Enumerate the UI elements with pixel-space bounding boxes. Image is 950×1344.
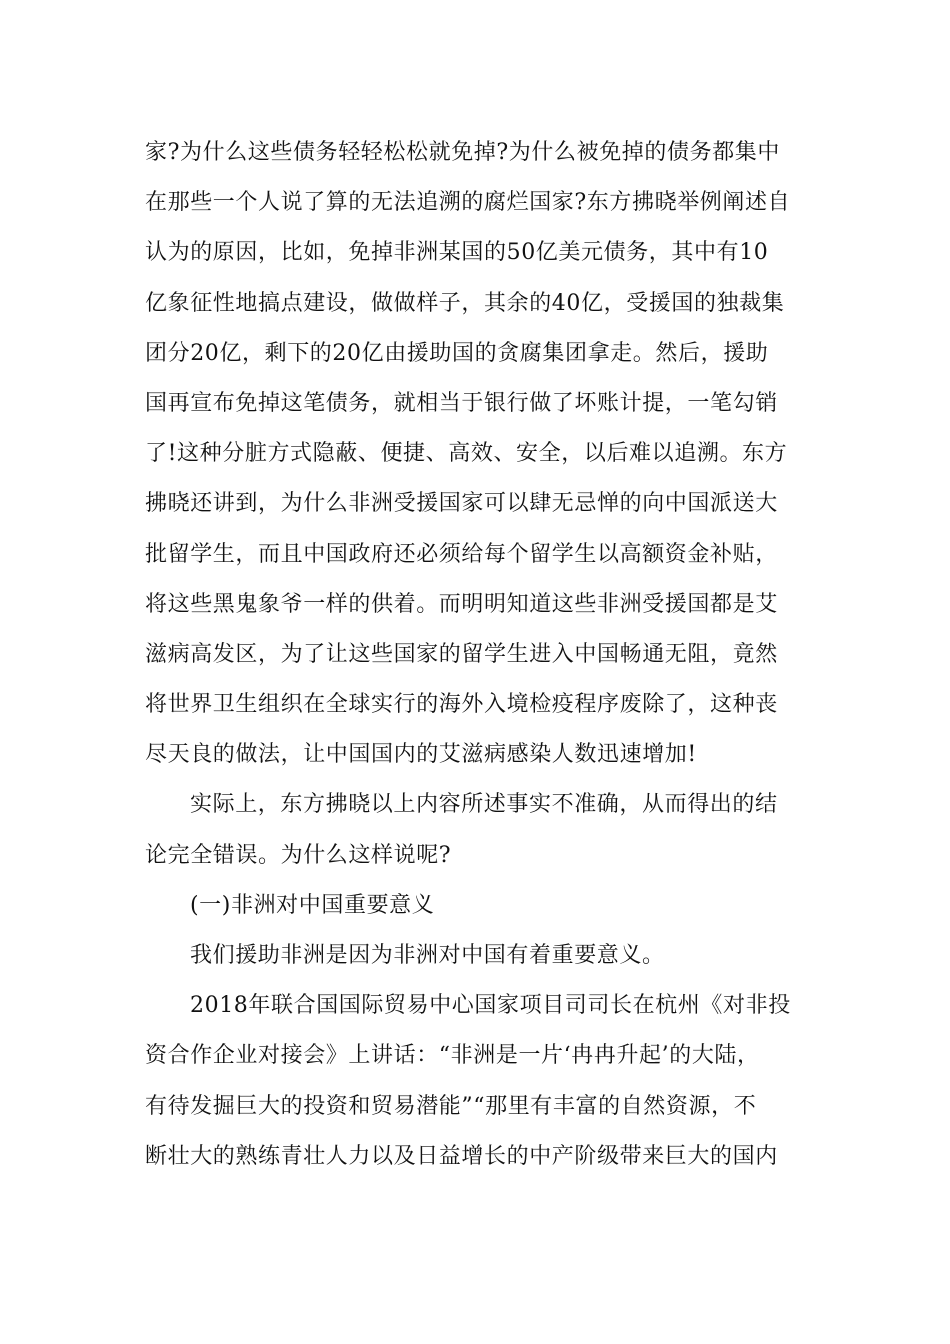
text-line: 滋病高发区，为了让这些国家的留学生进入中国畅通无阻，竟然 bbox=[145, 641, 778, 667]
text-line: 论完全错误。为什么这样说呢? bbox=[145, 842, 452, 868]
text-line: 了!这种分脏方式隐蔽、便捷、高效、安全，以后难以追溯。东方 bbox=[145, 441, 788, 467]
body-text bbox=[145, 128, 810, 1182]
text-line: 亿象征性地搞点建设，做做样子，其余的40亿，受援国的独裁集 bbox=[145, 290, 785, 316]
text-line: 尽天良的做法，让中国国内的艾滋病感染人数迅速增加! bbox=[145, 742, 697, 768]
text-line: 团分20亿，剩下的20亿由援助国的贪腐集团拿走。然后，援助 bbox=[145, 340, 769, 366]
section-heading: (一)非洲对中国重要意义 bbox=[190, 892, 435, 918]
text-line: 将这些黑鬼象爷一样的供着。而明明知道这些非洲受援国都是艾 bbox=[145, 591, 778, 617]
text-line: 拂晓还讲到，为什么非洲受援国家可以肆无忌惮的向中国派送大 bbox=[145, 491, 778, 517]
paragraph-start-line: 我们援助非洲是因为非洲对中国有着重要意义。 bbox=[190, 943, 665, 968]
text-line: 在那些一个人说了算的无法追溯的腐烂国家?东方拂晓举例阐述自 bbox=[145, 190, 791, 216]
paragraph-start-line: 实际上，东方拂晓以上内容所述事实不准确，从而得出的结 bbox=[190, 792, 778, 818]
text-line: 家?为什么这些债务轻轻松松就免掉?为什么被免掉的债务都集中 bbox=[145, 140, 780, 165]
paragraph-start-line: 2018年联合国国际贸易中心国家项目司司长在杭州《对非投 bbox=[190, 993, 791, 1019]
text-line: 认为的原因，比如，免掉非洲某国的50亿美元债务，其中有10 bbox=[145, 240, 769, 266]
text-line: 资合作企业对接会》上讲话：“非洲是一片‘冉冉升起’的大陆， bbox=[145, 1043, 760, 1069]
text-line: 将世界卫生组织在全球实行的海外入境检疫程序废除了，这种丧 bbox=[145, 692, 778, 718]
text-line: 国再宣布免掉这笔债务，就相当于银行做了坏账计提，一笔勾销 bbox=[145, 390, 778, 416]
text-line: 批留学生，而且中国政府还必须给每个留学生以高额资金补贴， bbox=[145, 541, 778, 567]
text-line: 断壮大的熟练青壮人力以及日益增长的中产阶级带来巨大的国内 bbox=[145, 1143, 778, 1169]
text-line: 有待发掘巨大的投资和贸易潜能”“那里有丰富的自然资源，不 bbox=[145, 1093, 757, 1119]
